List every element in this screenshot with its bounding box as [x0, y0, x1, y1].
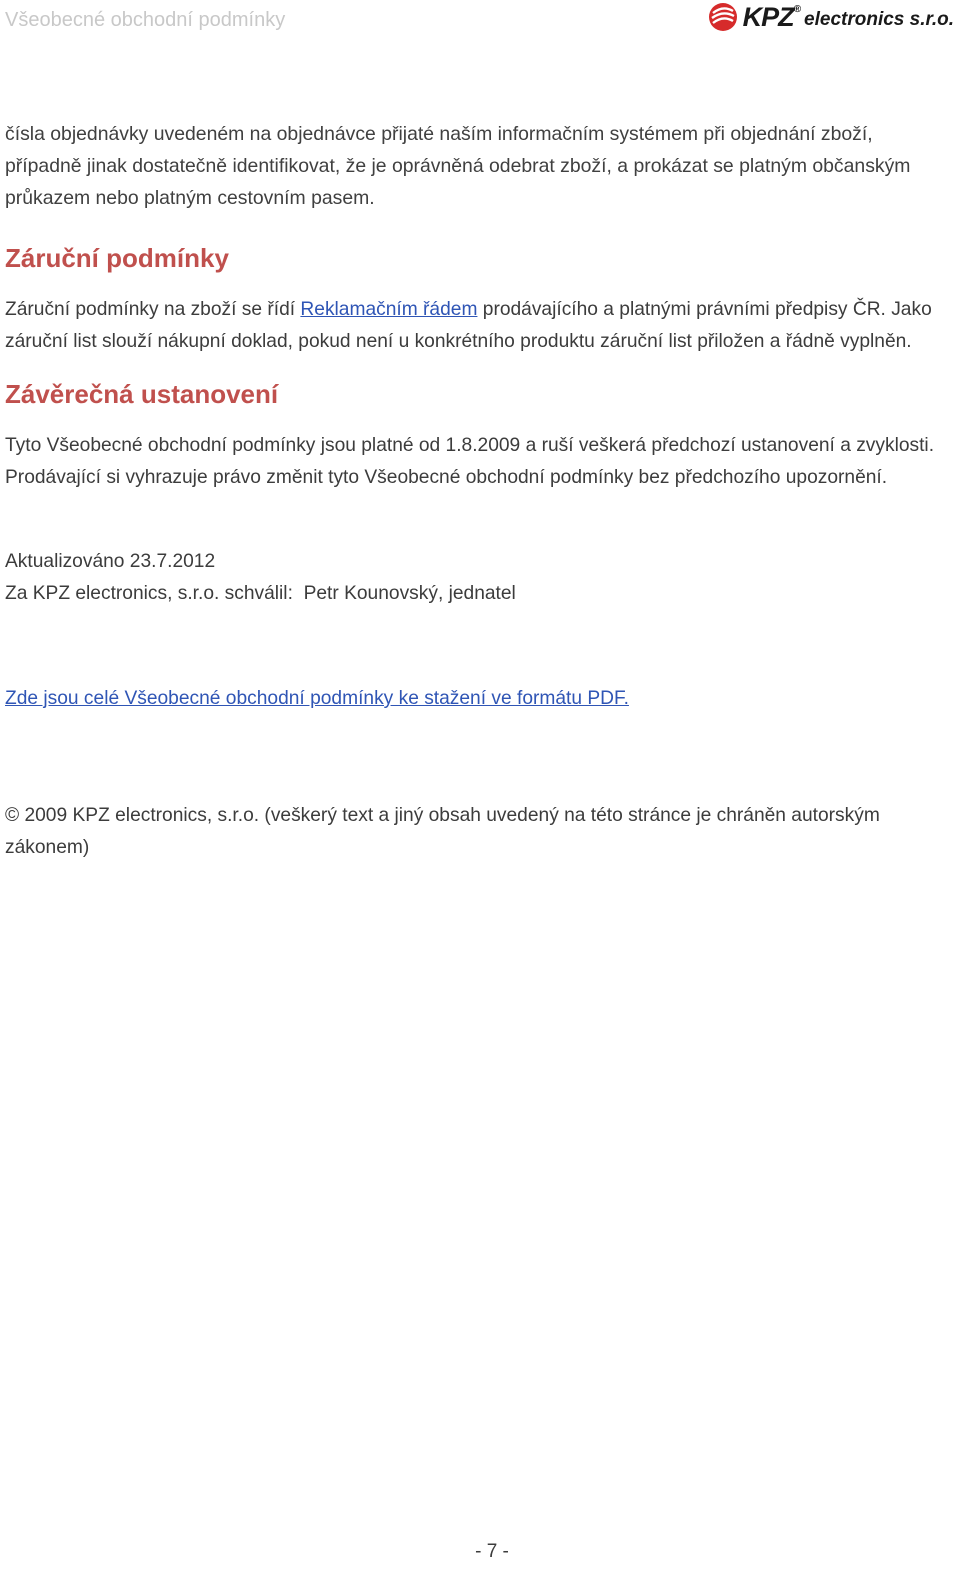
intro-paragraph: čísla objednávky uvedeném na objednávce přijaté naším informačním systémem při objednání zboží, případně jinak dostatečně identifikovat, že je oprávněná odebrat zboží, a prokázat se platným občanským průkazem nebo platným cestovním pasem.: [5, 123, 911, 209]
pdf-download-link[interactable]: Zde jsou celé Všeobecné obchodní podmínky ke stažení ve formátu PDF.: [5, 688, 629, 709]
logo-subtitle: electronics s.r.o.: [804, 9, 954, 30]
complaint-rules-link[interactable]: Reklamačním řádem: [300, 299, 478, 320]
updated-date: Aktualizováno 23.7.2012: [5, 551, 216, 572]
company-logo: [707, 0, 954, 34]
warranty-heading: Záruční podmínky: [5, 243, 229, 273]
final-provisions-heading: Závěrečná ustanovení: [5, 379, 279, 409]
logo-brand: KPZ®: [742, 1, 801, 32]
kpz-swirl-icon: [707, 1, 739, 33]
warranty-text-after: prodávajícího a platnými právními předpisy ČR. Jako záruční list slouží nákupní doklad, pokud není u konkrétního produktu záruční list přiložen a řádně vyplněn.: [5, 299, 932, 352]
warranty-text-before: Záruční podmínky na zboží se řídí: [5, 299, 301, 320]
page-number: - 7 -: [475, 1541, 509, 1562]
final-provisions-paragraph: Tyto Všeobecné obchodní podmínky jsou platné od 1.8.2009 a ruší veškerá předchozí ustanovení a zvyklosti. Prodávající si vyhrazuje právo změnit tyto Všeobecné obchodní podmínky bez předchozího upozornění.: [5, 435, 935, 488]
document-body: [5, 118, 940, 864]
copyright-notice: © 2009 KPZ electronics, s.r.o. (veškerý text a jiný obsah uvedený na této stránce je chráněn autorským zákonem): [5, 805, 880, 858]
header-title: Všeobecné obchodní podmínky: [5, 9, 286, 31]
approval-line: Za KPZ electronics, s.r.o. schválil: Petr Kounovský, jednatel: [5, 583, 516, 604]
warranty-paragraph: [5, 294, 940, 358]
